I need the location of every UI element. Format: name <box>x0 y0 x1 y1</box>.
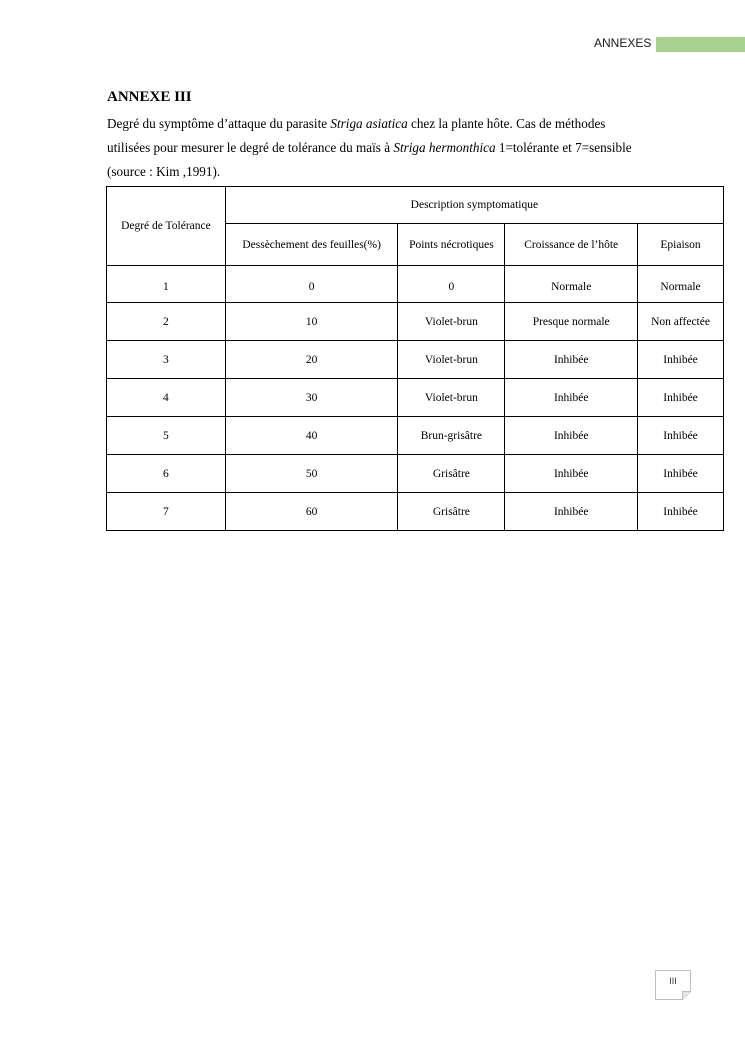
table-cell: Inhibée <box>505 341 638 379</box>
table-cell: 0 <box>398 266 505 303</box>
page-number-box <box>655 970 691 1000</box>
table-cell: Grisâtre <box>398 493 505 531</box>
table-cell: 1 <box>107 266 226 303</box>
column-header-points-necrotiques: Points nécrotiques <box>398 224 505 266</box>
table-cell: Inhibée <box>638 379 724 417</box>
table-cell: Normale <box>505 266 638 303</box>
tolerance-table <box>106 186 724 531</box>
annex-description <box>107 112 727 184</box>
description-line-3: (source : Kim ,1991). <box>107 164 221 179</box>
table-cell: 2 <box>107 303 226 341</box>
table-cell: 3 <box>107 341 226 379</box>
table-cell: 5 <box>107 417 226 455</box>
table-cell: 60 <box>225 493 398 531</box>
table-cell: Inhibée <box>505 379 638 417</box>
table-cell: 4 <box>107 379 226 417</box>
table-cell: Normale <box>638 266 724 303</box>
table-cell: Brun-grisâtre <box>398 417 505 455</box>
header-accent-bar <box>656 37 745 52</box>
table-cell: 40 <box>225 417 398 455</box>
table-row <box>107 266 724 303</box>
table-cell: Non affectée <box>638 303 724 341</box>
column-header-epiaison: Epiaison <box>638 224 724 266</box>
table-cell: Violet-brun <box>398 379 505 417</box>
table-cell: 30 <box>225 379 398 417</box>
table-cell: Grisâtre <box>398 455 505 493</box>
table-cell: 7 <box>107 493 226 531</box>
table-cell: Inhibée <box>505 455 638 493</box>
table-cell: 50 <box>225 455 398 493</box>
table-row <box>107 341 724 379</box>
group-header-description: Description symptomatique <box>225 187 723 224</box>
table-cell: Inhibée <box>638 341 724 379</box>
table-cell: Inhibée <box>505 417 638 455</box>
table-row <box>107 303 724 341</box>
table-row <box>107 417 724 455</box>
table-cell: Inhibée <box>638 455 724 493</box>
table-row <box>107 455 724 493</box>
page-number: III <box>669 976 677 986</box>
table-row <box>107 379 724 417</box>
header-section-title: ANNEXES <box>594 36 652 50</box>
table-cell: 20 <box>225 341 398 379</box>
description-line-2: utilisées pour mesurer le degré de tolérance du maïs à Striga hermonthica 1=tolérante et 7=sensible <box>107 140 632 155</box>
column-header-dessechement: Dessèchement des feuilles(%) <box>225 224 398 266</box>
table-cell: 10 <box>225 303 398 341</box>
table-cell: Inhibée <box>638 493 724 531</box>
description-line-1: Degré du symptôme d’attaque du parasite Striga asiatica chez la plante hôte. Cas de méthodes <box>107 116 606 131</box>
table-cell: Inhibée <box>638 417 724 455</box>
table-cell: Presque normale <box>505 303 638 341</box>
annex-title: ANNEXE III <box>107 89 192 105</box>
row-header-degree: Degré de Tolérance <box>107 187 226 266</box>
table-cell: Violet-brun <box>398 303 505 341</box>
table-row <box>107 493 724 531</box>
table-cell: Violet-brun <box>398 341 505 379</box>
table-cell: 0 <box>225 266 398 303</box>
table-cell: Inhibée <box>505 493 638 531</box>
table-cell: 6 <box>107 455 226 493</box>
column-header-croissance: Croissance de l’hôte <box>505 224 638 266</box>
